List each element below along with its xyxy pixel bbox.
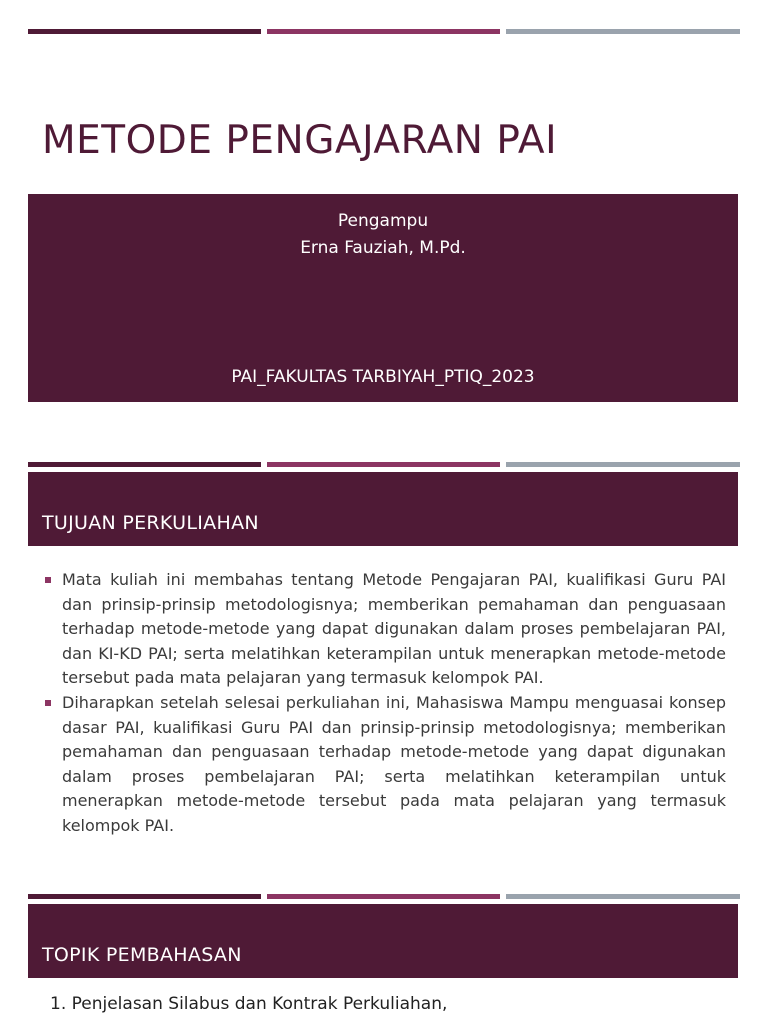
list-item: 1. Penjelasan Silabus dan Kontrak Perkuliahan,	[50, 994, 448, 1014]
list-item-text: Diharapkan setelah selesai perkuliahan ini, Mahasiswa Mampu menguasai konsep dasar PAI, kualifikasi Guru PAI dan prinsip-prinsip metodologisnya; memberikan pemahaman dan penguasaan terhadap metode-metode yang dapat digunakan dalam proses pembelajaran PAI; serta melatihkan keterampilan untuk menerapkan metode-metode tersebut pada mata pelajaran yang termasuk kelompok PAI.	[62, 692, 726, 835]
divider-stripe-dark	[28, 894, 261, 899]
lecturer-name: Erna Fauziah, M.Pd.	[300, 238, 466, 258]
lecturer-label: Pengampu	[337, 211, 429, 231]
divider-stripe-magenta	[267, 894, 500, 899]
list-item	[44, 568, 726, 691]
title-banner	[28, 194, 738, 402]
square-bullet-icon	[45, 700, 51, 706]
list-item-text: Mata kuliah ini membahas tentang Metode Pengajaran PAI, kualifikasi Guru PAI dan prinsip-prinsip metodologisnya; memberikan pemahaman dan penguasaan terhadap metode-metode yang dapat digunakan dalam proses pembelajaran PAI, dan KI-KD PAI; serta melatihkan keterampilan untuk menerapkan metode-metode tersebut pada mata pelajaran yang termasuk kelompok PAI.	[62, 570, 726, 688]
divider-stripe-gray	[506, 29, 740, 34]
square-bullet-icon	[45, 577, 51, 583]
course-code: PAI_FAKULTAS TARBIYAH_PTIQ_2023	[231, 367, 535, 387]
divider-stripe-gray	[506, 894, 740, 899]
divider-stripe-dark	[28, 462, 261, 467]
objectives-list	[44, 568, 726, 839]
list-item	[44, 691, 726, 839]
section-heading: TUJUAN PERKULIAHAN	[42, 512, 259, 534]
section-heading: TOPIK PEMBAHASAN	[42, 944, 242, 966]
divider-stripe-magenta	[267, 462, 500, 467]
divider-stripe-gray	[506, 462, 740, 467]
divider-stripe-magenta	[267, 29, 500, 34]
section-banner-objectives	[28, 472, 738, 546]
divider-stripe-dark	[28, 29, 261, 34]
section-banner-topics	[28, 904, 738, 978]
topics-list	[50, 992, 730, 1016]
slide-title: METODE PENGAJARAN PAI	[42, 118, 558, 163]
